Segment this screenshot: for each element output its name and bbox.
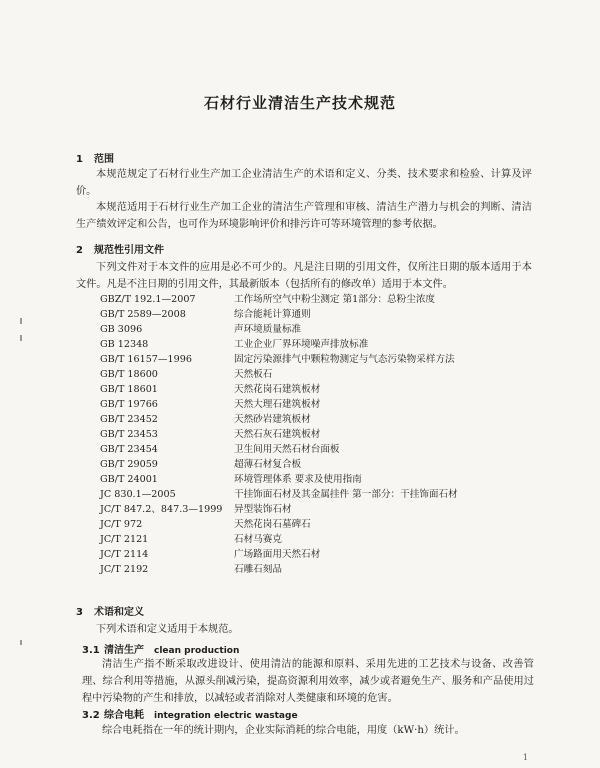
reference-code: GB/T 23452 xyxy=(100,414,158,425)
section-2-heading xyxy=(76,241,164,256)
section-3-heading xyxy=(76,603,144,618)
reference-row xyxy=(100,458,301,472)
reference-row xyxy=(100,503,292,517)
reference-code: JC/T 847.2、847.3—1999 xyxy=(100,504,223,515)
reference-code: GB/T 23453 xyxy=(100,429,158,440)
term-3-1-heading xyxy=(82,641,239,656)
reference-title: 干挂饰面石材及其金属挂件 第一部分：干挂饰面石材 xyxy=(234,489,458,500)
reference-row xyxy=(100,533,282,547)
reference-row xyxy=(100,413,311,427)
reference-code: GB/T 19766 xyxy=(100,399,158,410)
scan-mark xyxy=(20,335,22,341)
term-3-2-heading xyxy=(82,706,298,721)
reference-row xyxy=(100,308,311,322)
reference-title: 石材马赛克 xyxy=(234,534,282,545)
reference-row xyxy=(100,323,301,337)
reference-code: JC 830.1—2005 xyxy=(100,489,176,500)
document-title: 石材行业清洁生产技术规范 xyxy=(203,94,396,112)
term-number: 3.1 xyxy=(82,645,100,656)
scan-mark xyxy=(20,640,22,645)
reference-title: 天然花岗石建筑板材 xyxy=(234,384,321,395)
reference-title: 声环境质量标准 xyxy=(234,324,302,335)
reference-title: 卫生间用天然石材台面板 xyxy=(234,444,340,455)
section-number: 2 xyxy=(76,245,83,256)
reference-row xyxy=(100,338,368,352)
term-chinese: 清洁生产 xyxy=(104,645,144,656)
reference-code: JC/T 972 xyxy=(100,519,143,530)
page-number: 1 xyxy=(522,753,528,762)
reference-row xyxy=(100,563,282,577)
reference-row xyxy=(100,518,311,532)
reference-code: GB/T 18601 xyxy=(100,384,158,395)
reference-row xyxy=(100,473,362,487)
reference-row xyxy=(100,548,320,562)
reference-code: GB/T 18600 xyxy=(100,369,158,380)
reference-code: GB/T 16157—1996 xyxy=(100,354,192,365)
term-number: 3.2 xyxy=(82,710,100,721)
section-1-paragraph-2: 本规范适用于石材行业生产加工企业的清洁生产管理和审核、清洁生产潜力与机会的判断、清洁生产绩效评定和公告，也可作为环境影响评价和排污许可等环境管理的参考依据。 xyxy=(76,202,532,230)
reference-title: 综合能耗计算通则 xyxy=(234,309,311,320)
reference-code: GB/T 2589—2008 xyxy=(100,309,186,320)
section-1-paragraph-1: 本规范规定了石材行业生产加工企业清洁生产的术语和定义、分类、技术要求和检验、计算及评价。 xyxy=(76,169,532,197)
reference-title: 环境管理体系 要求及使用指南 xyxy=(234,474,362,485)
reference-row xyxy=(100,428,320,442)
section-title: 规范性引用文件 xyxy=(94,245,164,256)
section-number: 3 xyxy=(76,607,83,618)
term-chinese: 综合电耗 xyxy=(104,710,144,721)
reference-row xyxy=(100,353,455,367)
reference-title: 天然砂岩建筑板材 xyxy=(234,414,311,425)
reference-row xyxy=(100,293,435,307)
reference-row xyxy=(100,488,458,502)
section-3-intro: 下列术语和定义适用于本规范。 xyxy=(96,624,239,635)
term-english: integration electric wastage xyxy=(154,711,298,721)
section-1-heading xyxy=(76,150,114,165)
term-english: clean production xyxy=(154,646,240,656)
reference-title: 石雕石刻品 xyxy=(234,564,282,575)
reference-code: GBZ/T 192.1—2007 xyxy=(100,294,196,305)
term-3-1-definition: 清洁生产指不断采取改进设计、使用清洁的能源和原料、采用先进的工艺技术与设备、改善管理、综合利用等措施，从源头削减污染，提高资源利用效率，减少或者避免生产、服务和产品使用过程中污染物的产生和排放，以减轻或者消除对人类健康和环境的危害。 xyxy=(82,659,534,704)
section-number: 1 xyxy=(76,154,83,165)
reference-row xyxy=(100,383,320,397)
reference-title: 天然板石 xyxy=(234,369,273,380)
reference-title: 天然大理石建筑板材 xyxy=(234,399,321,410)
reference-code: JC/T 2121 xyxy=(100,534,149,545)
reference-title: 工作场所空气中粉尘测定 第1部分：总粉尘浓度 xyxy=(234,294,436,305)
reference-row xyxy=(100,398,320,412)
reference-code: GB/T 24001 xyxy=(100,474,158,485)
section-2-intro: 下列文件对于本文件的应用是必不可少的。凡是注日期的引用文件，仅所注日期的版本适用于本文件。凡是不注日期的引用文件，其最新版本（包括所有的修改单）适用于本文件。 xyxy=(76,262,532,290)
reference-title: 固定污染源排气中颗粒物测定与气态污染物采样方法 xyxy=(234,354,455,365)
reference-title: 天然石灰石建筑板材 xyxy=(234,429,321,440)
reference-title: 广场路面用天然石材 xyxy=(234,549,321,560)
scan-mark xyxy=(20,318,22,324)
reference-title: 天然花岗石墓碑石 xyxy=(234,519,311,530)
reference-code: GB/T 29059 xyxy=(100,459,158,470)
reference-title: 工业企业厂界环境噪声排放标准 xyxy=(234,339,369,350)
term-3-2-definition: 综合电耗指在一年的统计期内，企业实际消耗的综合电能，用度（kW·h）统计。 xyxy=(102,725,465,736)
reference-row xyxy=(100,368,272,382)
section-title: 范围 xyxy=(94,154,114,165)
reference-code: JC/T 2192 xyxy=(100,564,149,575)
reference-title: 超薄石材复合板 xyxy=(234,459,302,470)
reference-code: GB 3096 xyxy=(100,324,143,335)
reference-code: GB 12348 xyxy=(100,339,149,350)
section-title: 术语和定义 xyxy=(94,607,144,618)
reference-row xyxy=(100,443,340,457)
reference-code: GB/T 23454 xyxy=(100,444,158,455)
reference-title: 异型装饰石材 xyxy=(234,504,292,515)
reference-code: JC/T 2114 xyxy=(100,549,149,560)
